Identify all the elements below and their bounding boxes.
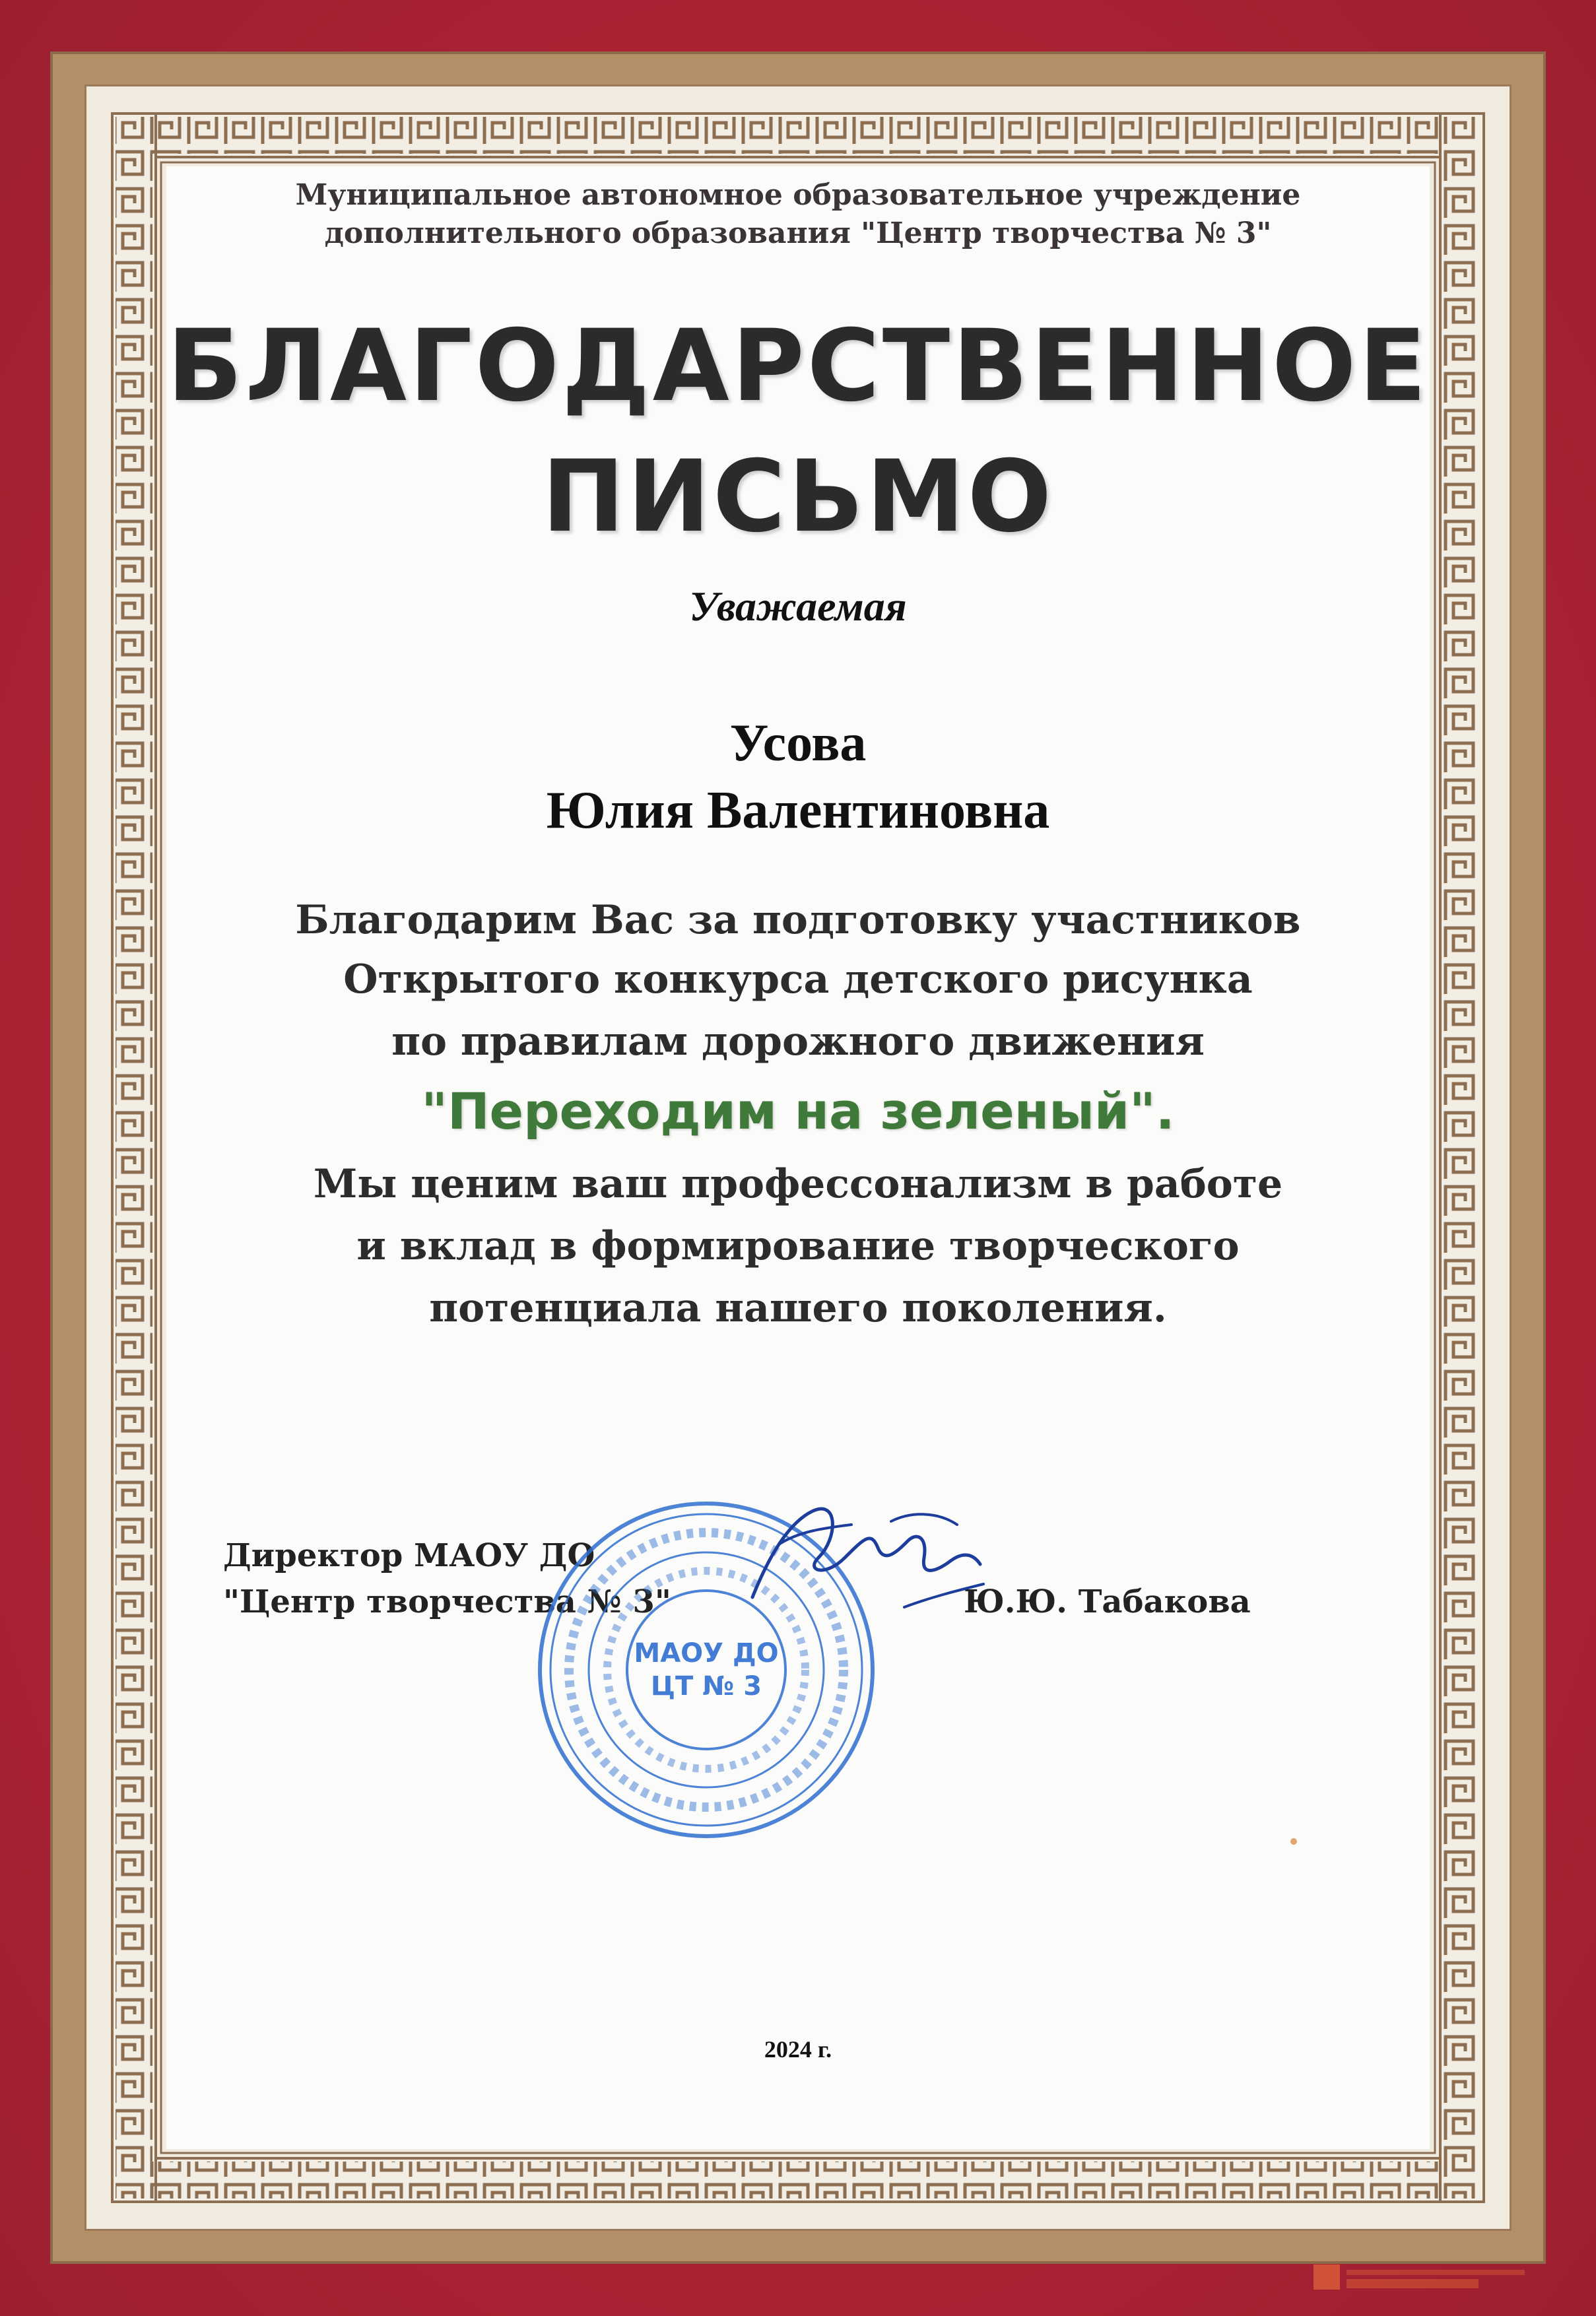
body-line-6: и вклад в формирование творческого [356,1223,1240,1269]
greeting: Уважаемая [689,583,907,630]
organization-line-1: Муниципальное автономное образовательное учреждение [295,178,1301,212]
title-line-1: БЛАГОДАРСТВЕННОЕ [167,309,1429,424]
stamp-text-line-2: ЦТ № 3 [650,1671,762,1702]
signer-position-line-1: Директор МАОУ ДО [223,1537,595,1574]
body-line-2: Открытого конкурса детского рисунка [343,956,1253,1003]
recipient-given-names: Юлия Валентиновна [546,781,1050,840]
body-line-3: по правилам дорожного движения [391,1018,1205,1065]
stamp-text-line-1: МАОУ ДО [634,1638,779,1669]
signer-position-line-2: "Центр творчества № 3" [223,1583,671,1620]
year: 2024 г. [764,2036,832,2063]
recipient-surname: Усова [729,714,867,772]
title-line-2: ПИСЬМО [541,440,1055,554]
handwritten-signature [739,1485,990,1637]
organization-line-2: дополнительного образования "Центр творчества № 3" [324,216,1272,250]
signer-name: Ю.Ю. Табакова [964,1583,1251,1620]
printer-logo [1313,2261,1531,2294]
body-line-7: потенциала нашего поколения. [429,1285,1167,1331]
body-line-5: Мы ценим ваш профессонализм в работе [313,1161,1283,1207]
body-line-1: Благодарим Вас за подготовку участников [295,897,1301,943]
ink-speck [1290,1838,1297,1845]
contest-name: "Переходим на зеленый". [421,1082,1175,1141]
